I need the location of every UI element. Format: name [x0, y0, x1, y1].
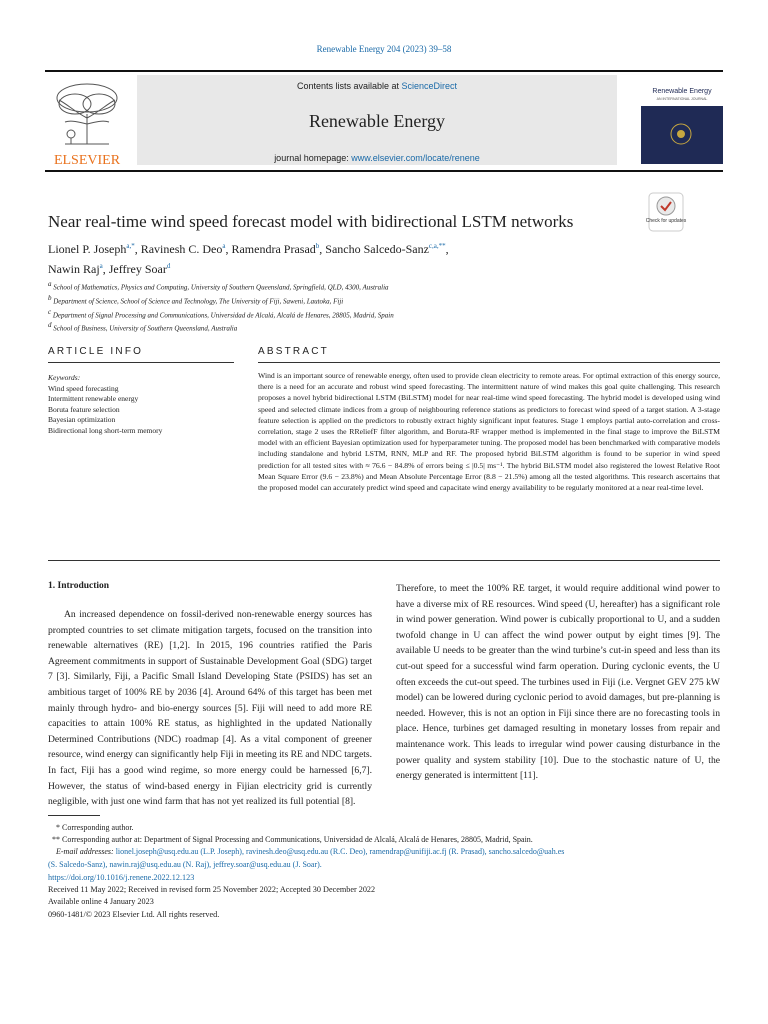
homepage-link[interactable]: www.elsevier.com/locate/renene: [351, 153, 480, 163]
author-name[interactable]: Ravinesh C. Deo: [140, 242, 223, 256]
affiliations: [48, 279, 394, 334]
cover-subtitle: AN INTERNATIONAL JOURNAL: [656, 97, 708, 101]
author-affiliation-mark[interactable]: a: [222, 242, 226, 250]
author-name[interactable]: Jeffrey Soar: [108, 262, 167, 276]
affiliation: $^c$ Department of Signal Processing and Communications, Universidad de Alcalá, Alcalá de Henares, 28805, Madrid, Spain: [48, 307, 394, 319]
author-affiliation-mark[interactable]: b: [315, 242, 320, 250]
author-affiliation-mark[interactable]: a: [99, 262, 103, 270]
divider: [48, 362, 234, 363]
keyword: Bayesian optimization: [48, 415, 116, 424]
keywords-block: [48, 373, 238, 436]
cover-title: Renewable Energy: [652, 88, 712, 95]
author-name[interactable]: Ramendra Prasad: [231, 242, 316, 256]
author-affiliation-mark[interactable]: a,*: [126, 242, 135, 250]
author-name[interactable]: Nawin Raj: [48, 262, 100, 276]
keyword: Wind speed forecasting: [48, 383, 119, 393]
homepage-line: [137, 153, 617, 163]
affiliation: $^d$ School of Business, University of Southern Queensland, Australia: [48, 321, 238, 333]
contents-prefix: Contents lists available at: [296, 81, 402, 91]
author-name[interactable]: Sancho Salcedo-Sanz: [325, 242, 429, 256]
author-affiliation-mark[interactable]: d: [166, 262, 171, 270]
sciencedirect-link[interactable]: ScienceDirect: [401, 81, 458, 91]
journal-name: Renewable Energy: [308, 111, 446, 131]
affiliation: $^a$ School of Mathematics, Physics and Computing, University of Southern Queensland, Springfield, QLD, 4300, Australia: [48, 280, 389, 292]
article-info-heading: ARTICLE INFO: [48, 346, 144, 357]
abstract-heading: ABSTRACT: [258, 346, 329, 357]
author-list: Lionel P. Joseph$^{a,*}$, Ravinesh C. Deo$^a$, Ramendra Prasad$^b$, Sancho Salcedo-Sanz$^{c,a,**}$, Nawin Raj$^a$, Jeffrey Soar$^d$: [48, 242, 449, 276]
footnotes: [48, 822, 728, 871]
footnote-divider: [48, 815, 100, 816]
author-name[interactable]: Lionel P. Joseph: [48, 242, 127, 256]
author-emails-continued[interactable]: (S. Salcedo-Sanz), nawin.raj@usq.edu.au (N. Raj), jeffrey.soar@usq.edu.au (J. Soar).: [48, 859, 322, 869]
check-for-updates-badge[interactable]: [645, 192, 687, 232]
email-label: E-mail addresses:: [56, 847, 114, 857]
journal-cover-image[interactable]: [641, 76, 723, 164]
article-meta: [48, 872, 375, 921]
keyword: Boruta feature selection: [48, 404, 120, 414]
copyright: 0960-1481/© 2023 Elsevier Ltd. All rights reserved.: [48, 909, 220, 919]
affiliation: $^b$ Department of Science, School of Science and Technology, The University of Fiji, Saweni, Lautoka, Fiji: [48, 293, 344, 306]
journal-reference-link[interactable]: Renewable Energy 204 (2023) 39–58: [316, 44, 452, 54]
keyword: Bidirectional long short-term memory: [48, 425, 163, 435]
journal-masthead: [45, 70, 723, 172]
author-affiliation-mark[interactable]: c,a,**: [428, 242, 446, 250]
intro-paragraph-right: Therefore, to meet the 100% RE target, it would require additional wind power to have a diverse mix of RE resources. Wind speed (U, hereafter) has a significant role in wind power generation. Wind power is cubically proportional to U, and a sudden twofold change in U can affect the wind power output by eight times [9]. The available U needs to be greater than the wind turbine’s cut-in speed and less than its cut-out speed for a successful wind farm operation. During cyclonic events, the U often exceeds the cut-out speed. The turbines used in Fiji (i.e. Vergnet GEV 275 kW model) can be lowered during cyclonic period to avoid damages, but pre-planning is needed. However, this is not an option in Fiji since there are no forecasting tools in place. Hence, turbines get damaged resulting in monetary losses from repair and maintenance work. This leads to irregular wind power causing disturbance in the power quality and system stability [10]. Due to the stochastic nature of U, the energy generated is intermittent [11].: [396, 583, 720, 782]
svg-text:Check for updates: Check for updates: [645, 218, 687, 224]
keyword: Intermittent renewable energy: [48, 394, 139, 403]
contents-line: [137, 81, 617, 91]
masthead-center-box: [137, 75, 617, 165]
available-online: Available online 4 January 2023: [48, 897, 154, 907]
doi-link[interactable]: https://doi.org/10.1016/j.renene.2022.12.123: [48, 873, 195, 882]
footnote-corresponding-2: ** Corresponding author at: Department of Signal Processing and Communications, Universidad de Alcalá, Alcalá de Henares, 28805, Madrid, Spain.: [52, 835, 533, 845]
abstract-text: Wind is an important source of renewable energy, often used to provide clean electricity to remote areas. For optimal extraction of this energy source, there is a need for an accurate and robust wind speed forecasting. The intermittent nature of wind makes this goal quite challenging. This research proposes a novel hybrid bidirectional LSTM (BiLSTM) model for near real-time wind speed forecasting. The hybrid model is developed using wind speed and selected climate indices from a group of neighbouring reference stations as predictors to forecast wind speed of a target station. A 3-stage feature selection is applied on the predictors to robustly extract highly significant input features. Stage 1 employs partial auto-correlation and cross-correlation, stage 2 uses the RReliefF filter algorithm, and Boruta-RF wrapper method is implemented in the final stage to improve the BiLSTM model with an efficient Bayesian optimization used for hyperparameter tuning. The proposed model has been benchmarked with comparative models including standalone and hybrid LSTM, RNN, MLP and RF. The proposed hybrid BiLSTM algorithm is found to be superior in wind speed prediction for all tested sites with ≈ 76.6 − 84.8% of errors being ≤ |0.5| ms⁻¹. The hybrid BiLSTM model also registered the lowest Relative Root Mean Square Error (9.6 − 23.8%) and Mean Absolute Percentage Error (8.8 − 21.5%) among all the tested algorithms. This research ascertains that the proposed model can accurately predict wind speed and capacitate wind energy availability to be regularly monitored at a near real-time level.: [258, 371, 720, 493]
article-title: Near real-time wind speed forecast model with bidirectional LSTM networks: [48, 212, 574, 231]
intro-paragraph-left: An increased dependence on fossil-derived non-renewable energy sources has prompted countries to set climate mitigation targets, focused on the transition into renewable alternatives (RE) [1,2]. In 2015, 196 countries ratified the Paris Agreement commitments in support of Sustainable Development Goal (SDG) target 7 [3]. Similarly, Fiji, a Pacific Small Island Developing State (PSIDS) has set an ambitious target of 100% RE by 2036 [4]. Around 64% of this target has been met mainly through hydro- and bio-energy sources [5]. Fiji will need to add more RE capacities to attain 100% RE status, as highlighted in the updated Nationally Determined Contributions (NDC) roadmap [4]. As a vital component of greener resource, wind energy can significantly help Fiji in meeting its RE and NDC targets. In fact, Fiji has a good wind regime, so more energy could be harnessed [6,7]. However, the status of wind-based energy in Fijian electricity grid is currently negligible, with just one wind farm that has not yet realized its full potential [8].: [48, 609, 372, 808]
elsevier-logo[interactable]: [45, 78, 129, 166]
footnote-corresponding: * Corresponding author.: [56, 823, 134, 832]
divider: [258, 362, 720, 363]
divider: [48, 560, 720, 561]
svg-text:ELSEVIER: ELSEVIER: [53, 153, 121, 168]
section-heading: 1. Introduction: [48, 581, 110, 591]
received-dates: Received 11 May 2022; Received in revised form 25 November 2022; Accepted 30 December 2022: [48, 885, 376, 895]
homepage-prefix: journal homepage:: [274, 153, 352, 163]
keywords-label: Keywords:: [48, 373, 81, 382]
author-emails[interactable]: lionel.joseph@usq.edu.au (L.P. Joseph), ravinesh.deo@usq.edu.au (R.C. Deo), ramendrap@unifiji.ac.fj (R. Prasad), sancho.salcedo@uah.es: [115, 847, 565, 857]
